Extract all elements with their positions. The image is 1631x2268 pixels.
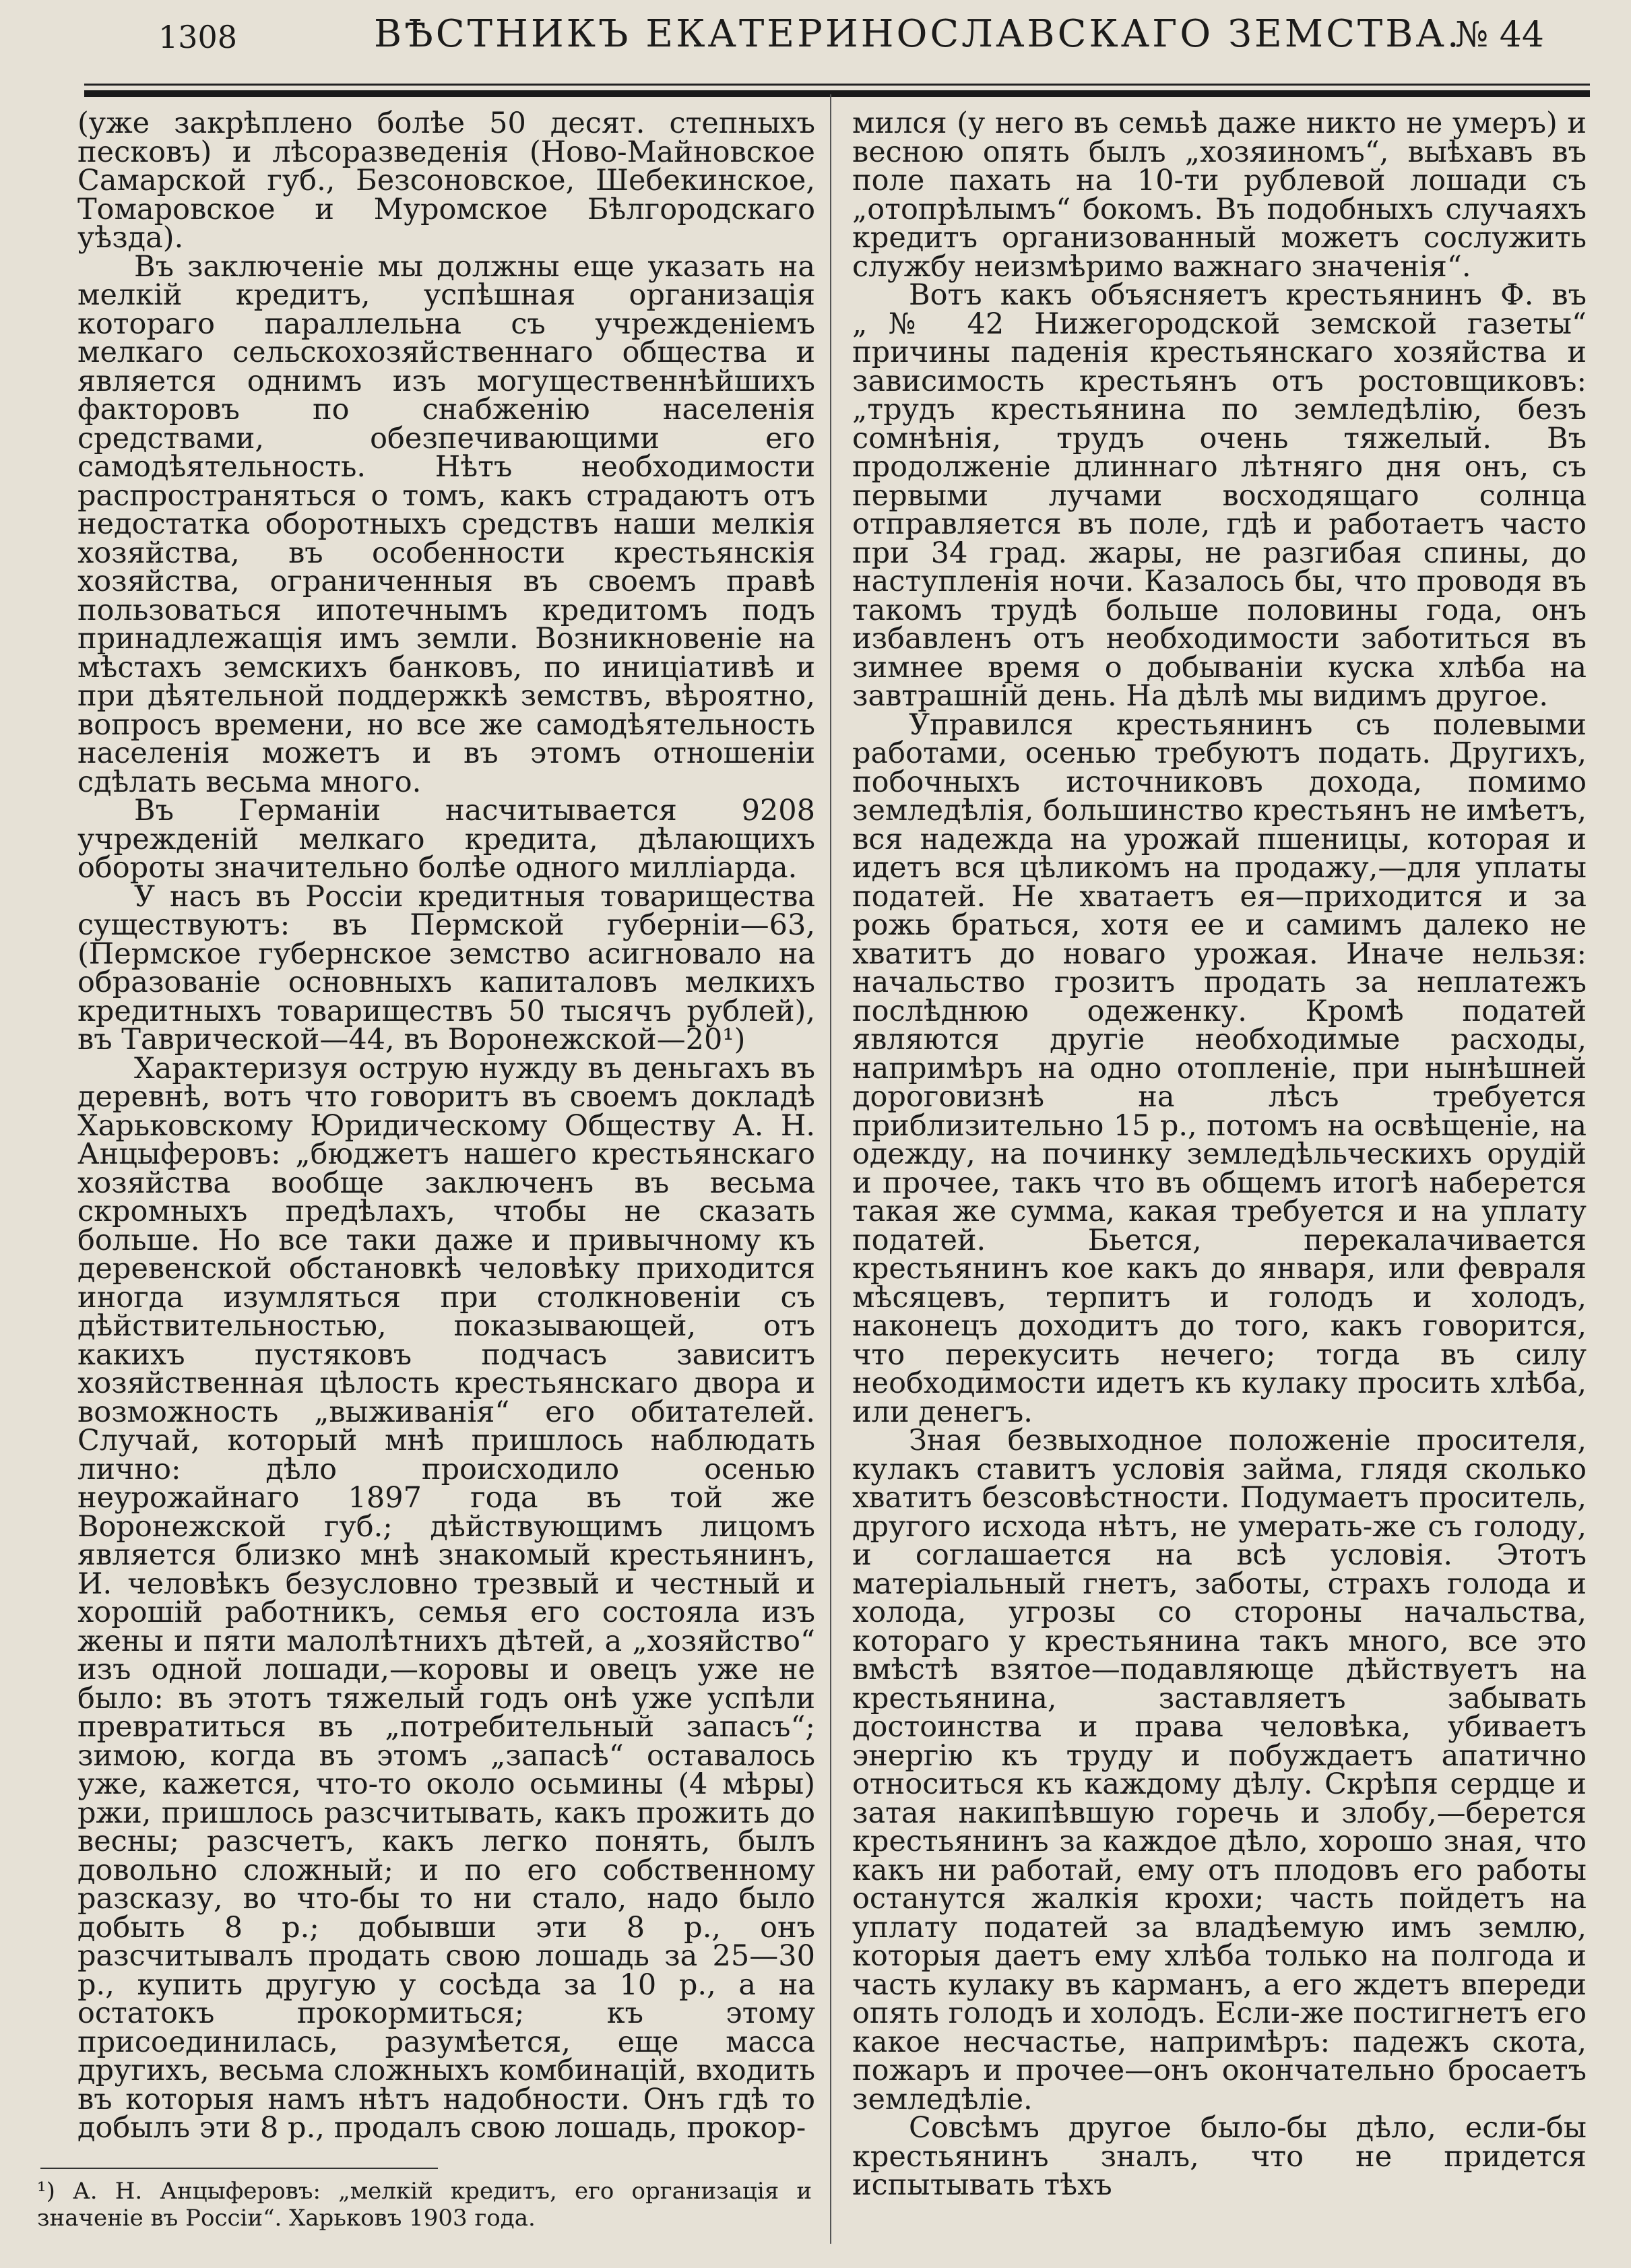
issue-number: № 44 (1455, 15, 1544, 55)
page-header (0, 0, 1631, 81)
paragraph: Въ заключеніе мы должны еще указать на мелкій кредитъ, успѣшная организація котораго параллельна съ учрежденіемъ мелкаго сельскохозяйственнаго общества и является однимъ изъ могущественнѣйшихъ факторовъ по снабженію населенія средствами, обезпечивающими его самодѣятельность. Нѣтъ необходимости распространяться о томъ, какъ страдаютъ отъ недостатка оборотныхъ средствъ наши мелкія хозяйства, въ особенности крестьянскія хозяйства, ограниченныя въ своемъ правѣ пользоваться ипотечнымъ кредитомъ подъ принадлежащія имъ земли. Возникновеніе на мѣстахъ земскихъ банковъ, по иниціативѣ и при дѣятельной поддержкѣ земствъ, вѣроятно, вопросъ времени, но все же самодѣятельность населенія можетъ и въ этомъ отношеніи сдѣлать весьма много. (77, 249, 815, 799)
paragraph: мился (у него въ семьѣ даже никто не умеръ) и весною опять былъ „хозяиномъ“, выѣхавъ въ поле пахать на 10-ти рублевой лошади съ „отопрѣлымъ“ бокомъ. Въ подобныхъ случаяхъ кредитъ организованный можетъ сослужить службу неизмѣримо важнаго значенія“. (852, 106, 1587, 284)
footnote-rule (40, 2168, 438, 2169)
paragraph: (уже закрѣплено болѣе 50 десят. степныхъ песковъ) и лѣсоразведенія (Ново-Майновское Самарской губ., Безсоновское, Шебекинское, Томаровское и Муромское Бѣлгородскаго уѣзда). (77, 106, 815, 255)
paragraph: Въ Германіи насчитывается 9208 учрежденій мелкаго кредита, дѣлающихъ обороты значительно болѣе одного милліарда. (77, 794, 815, 885)
left-column (77, 106, 815, 2145)
paragraph: Зная безвыходное положеніе просителя, кулакъ ставитъ условія займа, глядя сколько хватитъ безсовѣстности. Подумаетъ проситель, другого исхода нѣтъ, не умерать-же съ голоду, и соглашается на всѣ условія. Этотъ матеріальный гнетъ, заботы, страхъ голода и холода, угрозы со стороны начальства, котораго у крестьянина такъ много, все это вмѣстѣ взятое—подавляюще дѣйствуетъ на крестьянина, заставляетъ забывать достоинства и права человѣка, убиваетъ энергію къ труду и побуждаетъ апатично относиться къ каждому дѣлу. Скрѣпя сердце и затая накипѣвшую горечь и злобу,—берется крестьянинъ за каждое дѣло, хорошо зная, что какъ ни работай, ему отъ плодовъ его работы останутся жалкія крохи; часть пойдетъ на уплату податей за владѣемую имъ землю, которыя даетъ ему хлѣба только на полгода и часть кулаку въ карманъ, а его ждетъ впереди опять голодъ и холодъ. Если-же постигнетъ его какое несчастье, напримѣръ: падежъ скота, пожаръ и прочее—онъ окончательно бросаетъ земледѣліе. (852, 1424, 1587, 2116)
paragraph: Характеризуя острую нужду въ деньгахъ въ деревнѣ, вотъ что говоритъ въ своемъ докладѣ Харьковскому Юридическому Обществу А. Н. Анцыферовъ: „бюджетъ нашего крестьянскаго хозяйства вообще заключенъ въ весьма скромныхъ предѣлахъ, чтобы не сказать больше. Но все таки даже и привычному къ деревенской обстановкѣ человѣку приходится иногда изумляться при столкновеніи съ дѣйствительностью, показывающей, отъ какихъ пустяковъ подчасъ зависитъ хозяйственная цѣлость крестьянскаго двора и возможность „выживанія“ его обитателей. Случай, который мнѣ пришлось наблюдать лично: дѣло происходило осенью неурожайнаго 1897 года въ той же Воронежской губ.; дѣйствующимъ лицомъ является близко мнѣ знакомый крестьянинъ, И. человѣкъ безусловно трезвый и честный и хорошій работникъ, семья его состояла изъ жены и пяти малолѣтнихъ дѣтей, а „хозяйство“ изъ одной лошади,—коровы и овецъ уже не было: въ этотъ тяжелый годъ онѣ уже успѣли превратиться въ „потребительный запасъ“; зимою, когда въ этомъ „запасѣ“ оставалось уже, кажется, что-то около осьмины (4 мѣры) ржи, пришлось разсчитывать, какъ прожить до весны; разсчетъ, какъ легко понять, былъ довольно сложный; и по его собственному разсказу, во что-бы то ни стало, надо было добыть 8 р.; добывши эти 8 р., онъ разсчитывалъ продать свою лошадь за 25—30 р., купить другую у сосѣда за 10 р., а на остатокъ прокормиться; къ этому присоединилась, разумѣется, еще масса другихъ, весьма сложныхъ комбинацій, входить въ которыя намъ нѣтъ надобности. Онъ гдѣ то добылъ эти 8 р., продалъ свою лошадь, прокор- (77, 1051, 815, 2145)
right-column (852, 106, 1587, 2202)
paragraph: У насъ въ Россіи кредитныя товарищества существуютъ: въ Пермской губерніи—63, (Пермское губернское земство асигновало на образованіе основныхъ капиталовъ мелкихъ кредитныхъ товариществъ 50 тысячъ рублей), въ Таврической—44, въ Воронежской—20¹) (77, 879, 815, 1057)
header-rule-thin (84, 84, 1590, 86)
paragraph: Управился крестьянинъ съ полевыми работами, осенью требуютъ подать. Другихъ, побочныхъ источниковъ дохода, помимо земледѣлія, большинство крестьянъ не имѣетъ, вся надежда на урожай пшеницы, которая и идетъ вся цѣликомъ на продажу,—для уплаты податей. Не хватаетъ ея—приходится и за рожь браться, хотя ее и самимъ далеко не хватитъ до новаго урожая. Иначе нельзя: начальство грозитъ продать за неплатежъ послѣднюю одеженку. Кромѣ податей являются другіе необходимые расходы, напримѣръ на одно отопленіе, при нынѣшней дороговизнѣ на лѣсъ требуется приблизительно 15 р., потомъ на освѣщеніе, на одежду, на починку земледѣльческихъ орудій и прочее, такъ что въ общемъ итогѣ наберется такая же сумма, какая требуется и на уплату податей. Бьется, перекалачивается крестьянинъ кое какъ до января, или февраля мѣсяцевъ, терпитъ и голодъ и холодъ, наконецъ доходитъ до того, какъ говорится, что перекусить нечего; тогда въ силу необходимости идетъ къ кулаку просить хлѣба, или денегъ. (852, 707, 1587, 1429)
paragraph: Вотъ какъ объясняетъ крестьянинъ Ф. въ „№ 42 Нижегородской земской газеты“ причины паденія крестьянскаго хозяйства и зависимость крестьянъ отъ ростовщиковъ: „трудъ крестьянина по земледѣлію, безъ сомнѣнія, трудъ очень тяжелый. Въ продолженіе длиннаго лѣтняго дня онъ, съ первыми лучами восходящаго солнца отправляется въ поле, гдѣ и работаетъ часто при 34 град. жары, не разгибая спины, до наступленія ночи. Казалось бы, что проводя въ такомъ трудѣ больше половины года, онъ избавленъ отъ необходимости заботиться въ зимнее время о добываніи куска хлѣба на завтрашній день. На дѣлѣ мы видимъ другое. (852, 278, 1587, 713)
page-number: 1308 (158, 19, 238, 55)
footnote: ¹) А. Н. Анцыферовъ: „мелкій кредитъ, его организація и значеніе въ Россіи“. Харьковъ 1903 года. (37, 2178, 812, 2232)
header-rule-thick (84, 90, 1590, 97)
paragraph: Совсѣмъ другое было-бы дѣло, если-бы крестьянинъ зналъ, что не придется испытывать тѣхъ (852, 2111, 1587, 2202)
column-divider (830, 94, 831, 2244)
journal-title: ВѢСТНИКЪ ЕКАТЕРИНОСЛАВСКАГО ЗЕМСТВА. (374, 12, 1462, 56)
